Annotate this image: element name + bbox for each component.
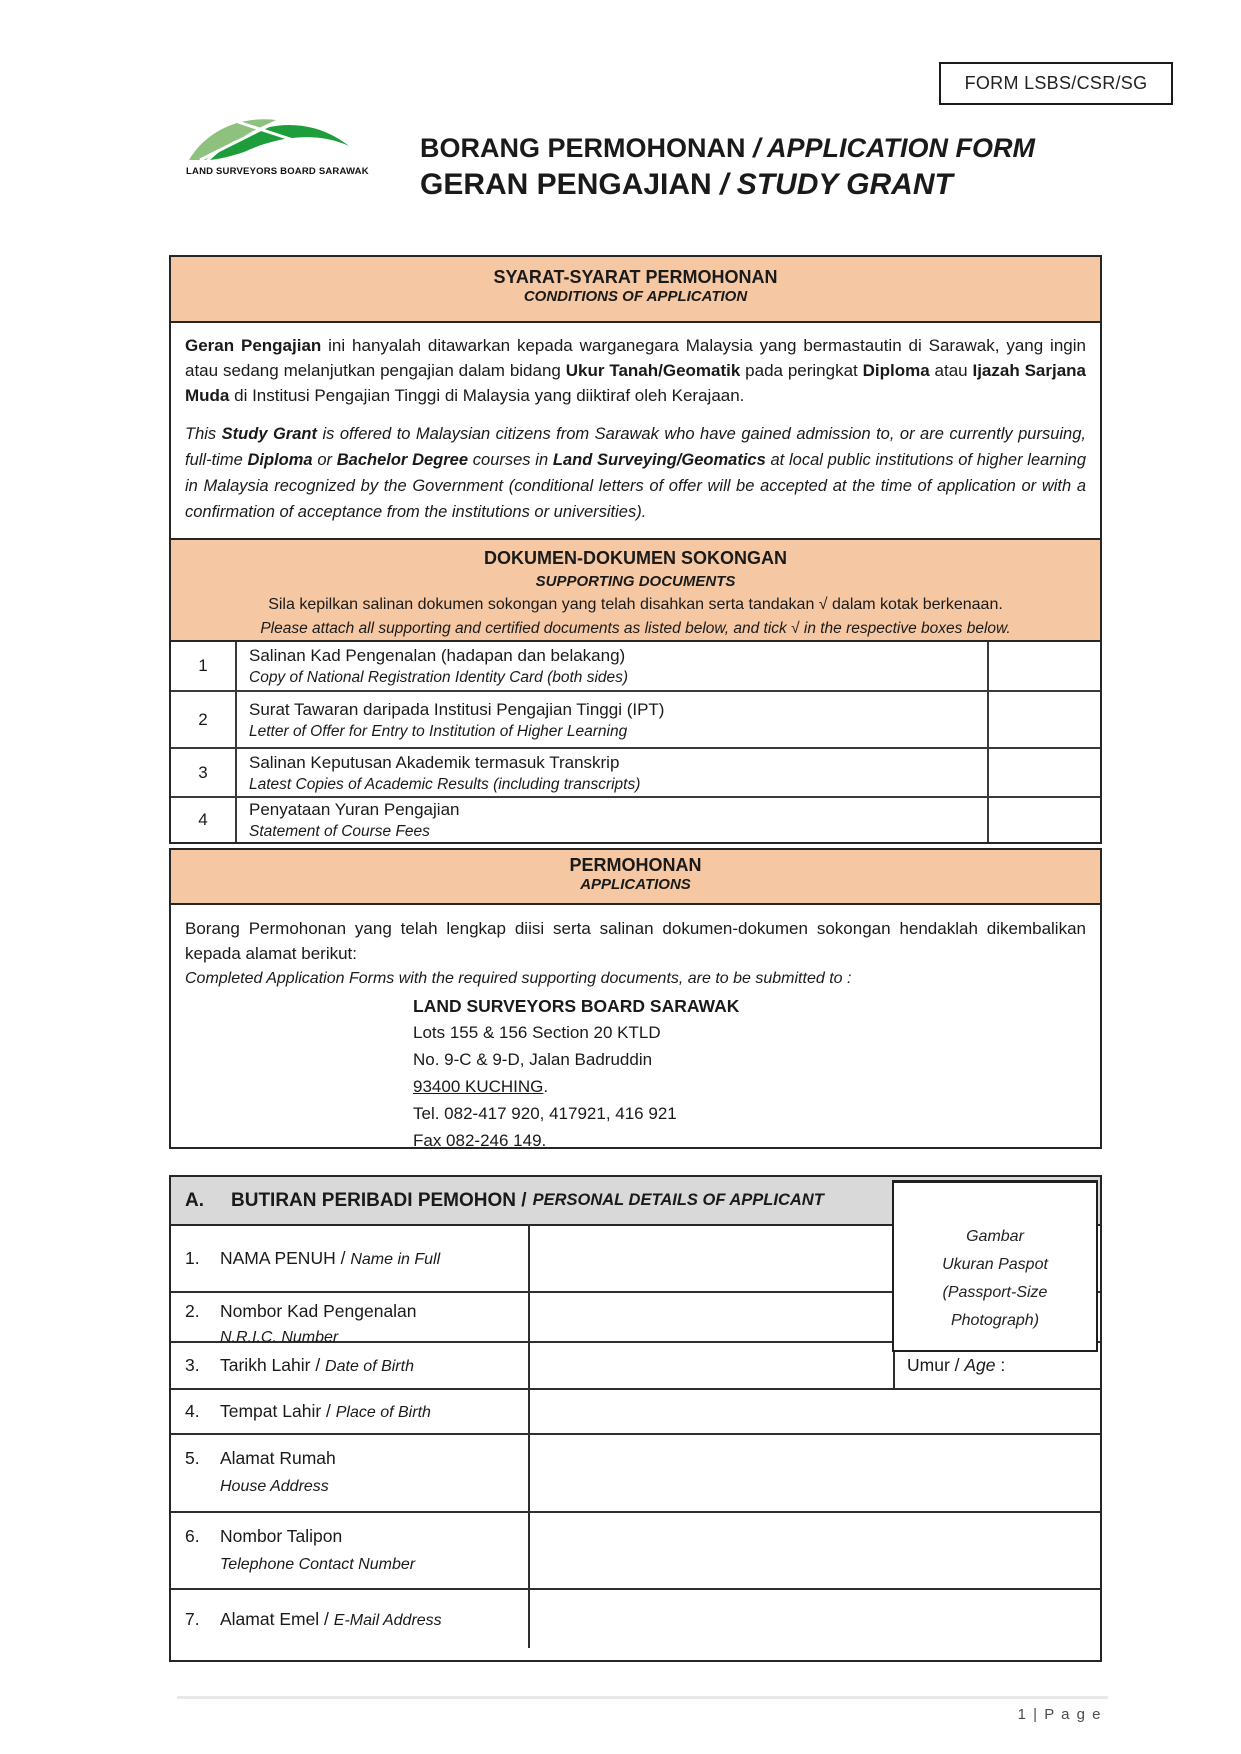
logo-caption: LAND SURVEYORS BOARD SARAWAK — [186, 166, 369, 177]
applications-title-en: APPLICATIONS — [580, 876, 691, 893]
field-number: 6. — [185, 1526, 200, 1546]
field-label: Tarikh Lahir / Date of Birth — [220, 1355, 414, 1375]
birthplace-input-cell[interactable] — [528, 1390, 1100, 1433]
documents-title-en: SUPPORTING DOCUMENTS — [535, 573, 736, 590]
applications-header — [169, 848, 1102, 905]
applications-title-ms: PERMOHONAN — [569, 855, 702, 875]
document-row-4 — [171, 798, 1100, 842]
document-checkbox-1[interactable] — [987, 642, 1100, 690]
conditions-title-ms: SYARAT-SYARAT PERMOHONAN — [493, 267, 778, 287]
document-desc-ms: Surat Tawaran daripada Institusi Pengajian Tinggi (IPT) — [249, 699, 665, 719]
document-number: 3 — [171, 749, 237, 796]
document-number: 2 — [171, 692, 237, 747]
form-title-line1: BORANG PERMOHONAN / APPLICATION FORM — [420, 133, 1035, 163]
conditions-paragraph-en: This Study Grant is offered to Malaysian citizens from Sarawak who have gained admission to, or are currently pursuing, full-time Diploma or Bachelor Degree courses in Land Surveying/Geomatics at local public institutions of higher learning in Malaysia recognized by the Government (conditional letters of offer will be accepted at the time of application or with a confirmation of acceptance from the institutions or universities). — [185, 425, 1087, 521]
field-row-house-address — [171, 1435, 1100, 1513]
lsbs-logo-icon — [186, 114, 352, 164]
document-desc-en: Statement of Course Fees — [249, 823, 430, 840]
applications-body — [169, 903, 1102, 1149]
email-input-cell[interactable] — [528, 1590, 1100, 1648]
passport-photo-box[interactable] — [892, 1180, 1098, 1352]
documents-table — [169, 640, 1102, 844]
section-a-letter: A. — [185, 1189, 204, 1211]
document-checkbox-4[interactable] — [987, 798, 1100, 842]
documents-note-ms: Sila kepilkan salinan dokumen sokongan yang telah disahkan serta tandakan √ dalam kotak berkenaan. — [268, 596, 1003, 613]
conditions-paragraph-ms: Geran Pengajian ini hanyalah ditawarkan kepada warganegara Malaysia yang bermastautin di Sarawak, yang ingin atau sedang melanjutkan pengajian dalam bidang Ukur Tanah/Geomatik pada peringkat Diploma atau Ijazah Sarjana Muda di Institusi Pengajian Tinggi di Malaysia yang diiktiraf oleh Kerajaan. — [185, 336, 1087, 405]
lsbs-logo — [186, 114, 369, 177]
field-row-birthplace — [171, 1390, 1100, 1435]
document-desc-ms: Penyataan Yuran Pengajian — [249, 800, 460, 819]
form-code-box — [939, 62, 1173, 105]
footer-divider — [177, 1696, 1108, 1699]
page-number: 1 | P a g e — [1017, 1706, 1102, 1723]
document-desc-en: Letter of Offer for Entry to Institution of Higher Learning — [249, 722, 628, 740]
conditions-title-en: CONDITIONS OF APPLICATION — [523, 288, 748, 305]
documents-title-ms: DOKUMEN-DOKUMEN SOKONGAN — [484, 548, 787, 568]
field-number: 3. — [185, 1355, 200, 1375]
address-line: No. 9-C & 9-D, Jalan Badruddin — [413, 1050, 653, 1069]
applications-paragraph-en: Completed Application Forms with the required supporting documents, are to be submitted to : — [185, 970, 852, 987]
form-code-label: FORM LSBS/CSR/SG — [964, 73, 1148, 93]
field-number: 2. — [185, 1301, 200, 1321]
field-label: Alamat Emel / E-Mail Address — [220, 1608, 442, 1629]
section-a-title-ms: BUTIRAN PERIBADI PEMOHON / — [231, 1189, 527, 1211]
conditions-body — [169, 321, 1102, 540]
field-label: NAMA PENUH / Name in Full — [220, 1248, 441, 1268]
telephone-input-cell[interactable] — [528, 1513, 1100, 1588]
document-row-3 — [171, 749, 1100, 798]
form-title-line2: GERAN PENGAJIAN / STUDY GRANT — [420, 168, 953, 201]
document-desc-ms: Salinan Keputusan Akademik termasuk Transkrip — [249, 752, 620, 772]
field-label: Nombor Talipon Telephone Contact Number — [220, 1526, 416, 1573]
field-row-telephone — [171, 1513, 1100, 1590]
documents-note-en: Please attach all supporting and certified documents as listed below, and tick √ in the respective boxes below. — [260, 620, 1011, 637]
dob-input-cell[interactable] — [528, 1343, 893, 1388]
address-city: 93400 KUCHING. — [413, 1077, 549, 1096]
submission-address — [413, 993, 1086, 1154]
telephone-line: Tel. 082-417 920, 417921, 416 921 — [413, 1104, 677, 1123]
applications-paragraph-ms: Borang Permohonan yang telah lengkap diisi serta salinan dokumen-dokumen sokongan hendaklah dikembalikan kepada alamat berikut: — [185, 919, 1086, 963]
document-desc-ms: Salinan Kad Pengenalan (hadapan dan belakang) — [249, 646, 626, 665]
field-label: Tempat Lahir / Place of Birth — [220, 1401, 431, 1421]
document-checkbox-3[interactable] — [987, 749, 1100, 796]
field-label: Nombor Kad Pengenalan N.R.I.C. Number — [220, 1301, 417, 1346]
section-a-title-en: PERSONAL DETAILS OF APPLICANT — [532, 1191, 824, 1209]
field-number: 4. — [185, 1401, 200, 1421]
address-line: Lots 155 & 156 Section 20 KTLD — [413, 1023, 661, 1042]
house-address-input-cell[interactable] — [528, 1435, 1100, 1511]
document-row-2 — [171, 692, 1100, 749]
organization-name: LAND SURVEYORS BOARD SARAWAK — [413, 996, 740, 1016]
fax-line: Fax 082-246 149. — [413, 1131, 547, 1150]
age-label: Umur / Age : — [907, 1355, 1006, 1375]
document-desc-en: Latest Copies of Academic Results (including transcripts) — [249, 775, 641, 793]
photo-box-label: Gambar Ukuran Paspot (Passport-Size Photograph) — [942, 1228, 1048, 1329]
document-number: 4 — [171, 798, 237, 842]
document-row-1 — [171, 642, 1100, 692]
document-checkbox-2[interactable] — [987, 692, 1100, 747]
field-number: 1. — [185, 1248, 200, 1268]
form-title — [420, 131, 1035, 205]
conditions-header — [169, 255, 1102, 323]
field-label: Alamat Rumah House Address — [220, 1448, 336, 1495]
documents-header — [169, 538, 1102, 642]
document-desc-en: Copy of National Registration Identity Card (both sides) — [249, 669, 629, 686]
field-row-email — [171, 1590, 1100, 1648]
field-number: 5. — [185, 1448, 200, 1468]
document-number: 1 — [171, 642, 237, 690]
field-number: 7. — [185, 1608, 200, 1629]
